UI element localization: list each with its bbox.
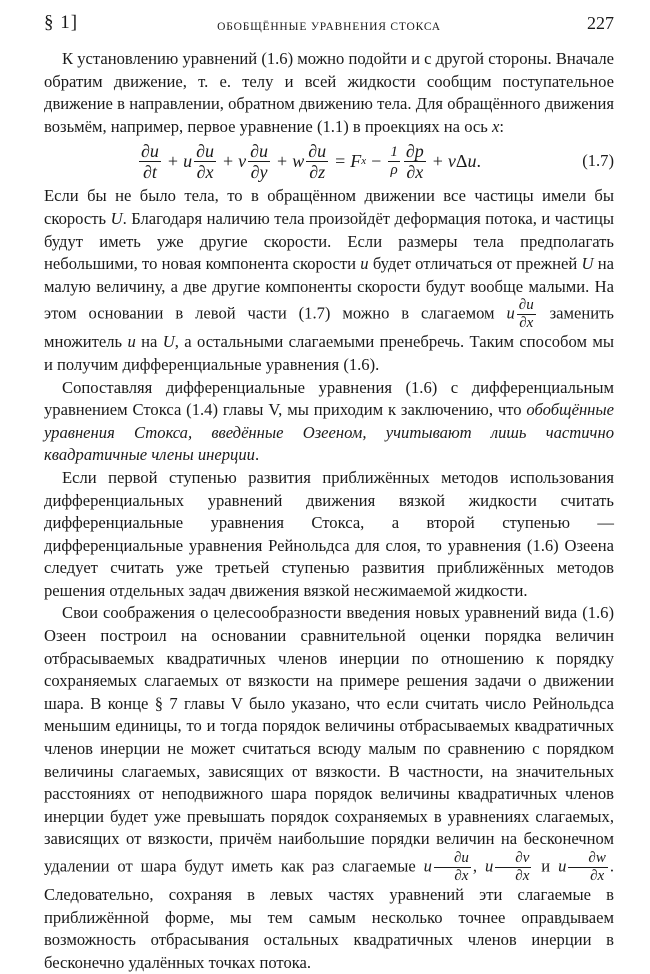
inline-dv-dx: $\frac{\partial v}{\partial x}$ (495, 851, 531, 884)
term-dp-dx: $\frac{\partial p}{\partial x}$ (405, 140, 424, 182)
paragraph-2: Если бы не было тела, то в обращённом движении все частицы имели бы скорость U. Благодаря наличию тела произойдёт деформация потока, и частицы будут иметь уже другие скорости. Если размеры тела предполагать небольшими, то новая компонента скорости u будет отличаться от прежней U на малую величину, а две другие компоненты скорости будут вообще малыми. На этом основании в левой части (1.7) можно в слагаемом u $\frac{\partial u}{\partial x}$ заменить множитель u на U, а остальными слагаемыми пренебречь. Таким способом мы и получим дифференциальные уравнения (1.6). (44, 186, 614, 374)
equation-1-7: $\frac{\partial u}{\partial t}$ + u $\frac{\partial u}{\partial x}$ + v $\frac{\partial u}{\partial y}$ + w $\frac{\partial u}{\partial z}$ = F x − $\frac{1}{\rho}$ $\frac{\partial p}{\partial x}$ + ν Δ u . (1.7) (141, 140, 614, 182)
section-mark: § 1] (44, 12, 79, 33)
running-title: ОБОБЩЁННЫЕ УРАВНЕНИЯ СТОКСА (217, 21, 441, 33)
paragraph-4: Если первой ступенью развития приближённых методов использования дифференциальных уравнений движения вязкой жидкости считать дифференциальные уравнения Стокса, а второй ступенью — дифференциальные уравнения Рейнольдса для слоя, то уравнения (1.6) Озеена следует считать уже третьей ступенью развития приближённых методов решения отдельных задач движения вязкой несжимаемой жидкости. (44, 467, 614, 600)
page-number: 227 (587, 13, 614, 33)
inline-du-dx: $\frac{\partial u}{\partial x}$ (518, 297, 534, 332)
equation-number: (1.7) (582, 151, 614, 171)
inline-du-dx-2: $\frac{\partial u}{\partial x}$ (434, 851, 471, 884)
paragraph-5: Свои соображения о целесообразности введения новых уравнений вида (1.6) Озеен построил на основании сравнительной оценки порядка величин отбрасываемых квадратичных членов инерции по отношению к порядку сохраняемых слагаемых от вязкости на примере решения задачи о движении шара. В конце § 7 главы V было указано, что если считать число Рейнольдса меньшим единицы, то и тогда порядок величины отбрасываемых квадратичных членов инерции не может считаться всюду малым по сравнению с порядком величины слагаемых, зависящих от вязкости. В частности, на значительных расстояниях от неподвижного шара порядок величины квадратичных членов инерции будет уже превышать порядок сохраняемых в уравнениях слагаемых, зависящих от вязкости, причём наибольшие порядки величин на бесконечном удалении от шара будут иметь как раз слагаемые u $\frac{\partial u}{\partial x}$ , u $\frac{\partial v}{\partial x}$ и u $\frac{\partial w}{\partial x}$ . Следовательно, сохраняя в левых частях уравнений эти слагаемые в приближённой форме, мы тем самым несколько точнее оправдываем возможность отбрасывания остальных квадратичных членов инерции в бесконечно удалённых точках потока. (44, 603, 615, 972)
page-header (44, 12, 614, 42)
term-du-dt: $\frac{\partial u}{\partial t}$ (141, 140, 159, 182)
page-body (44, 48, 614, 974)
term-du-dz: $\frac{\partial u}{\partial z}$ (308, 140, 327, 182)
term-one-over-rho: $\frac{1}{\rho}$ (390, 143, 398, 178)
term-du-dy: $\frac{\partial u}{\partial y}$ (250, 140, 269, 182)
paragraph-3: Сопоставляя дифференциальные уравнения (1.6) с дифференциальным уравнением Стокса (1.4) главы V, мы приходим к заключению, что обобщённые уравнения Стокса, введённые Озееном, учитывают лишь частично квадратичные члены инерции. (44, 377, 615, 465)
term-du-dx: $\frac{\partial u}{\partial x}$ (196, 140, 214, 182)
inline-dw-dx: $\frac{\partial w}{\partial x}$ (568, 851, 607, 884)
paragraph-1: К установлению уравнений (1.6) можно подойти и с другой стороны. Вначале обратим движение, т. е. телу и всей жидкости сообщим поступательное движение в направлении, обратном движению тела. Для обращённого движения возьмём, например, первое уравнение (1.1) в проекциях на ось x: (44, 49, 614, 136)
